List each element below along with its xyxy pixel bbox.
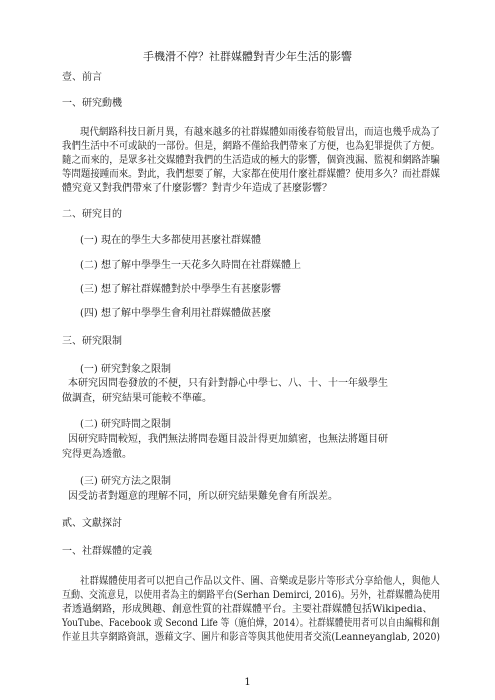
- paragraph-line: 我們生活中不可或缺的一部份。但是，網路不僅給我們帶來了方便，也為犯罪提供了方便。: [62, 141, 440, 152]
- section-heading-introduction: 壹、前言: [62, 72, 102, 83]
- paragraph-line: 體究竟又對我們帶來了什麼影響？對青少年造成了甚麼影響？: [62, 183, 332, 194]
- paragraph-line: 者透過網路，形成興趣、創意性質的社群媒體平台。主要社群媒體包括Wikipedia、: [62, 604, 433, 615]
- limit-heading-subjects: (一) 研究對象之限制: [80, 364, 171, 375]
- paragraph-line: 因受訪者對題意的理解不同，所以研究結果難免會有所誤差。: [68, 491, 338, 502]
- list-item: (二) 想了解中學學生一天花多久時間在社群媒體上: [80, 260, 301, 271]
- limit-heading-time: (二) 研究時間之限制: [80, 419, 171, 430]
- page-title: 手機滑不停？社群媒體對青少年生活的影響: [143, 50, 352, 63]
- paragraph-line: 社群媒體使用者可以把自己作品以文件、圖、音樂或是影片等形式分享給他人，與他人: [80, 576, 440, 587]
- paragraph-line: 因研究時間較短，我們無法將問卷題目設計得更加縝密，也無法將題目研: [68, 434, 388, 445]
- subsection-heading-definition: 一、社群媒體的定義: [62, 546, 152, 557]
- paragraph-line: 互動、交流意見，以使用者為主的網路平台(Serhan Demirci, 2016)。另外，社群媒體為使用: [62, 590, 441, 601]
- page-number: 1: [244, 677, 251, 688]
- paragraph-line: 等問題接踵而來。對此，我們想要了解，大家都在使用什麼社群媒體？使用多久？而社群媒: [62, 169, 440, 180]
- subsection-heading-purpose: 二、研究目的: [62, 209, 122, 220]
- paragraph-line: 現代網路科技日新月異，有越來越多的社群媒體如雨後春筍般冒出，而這也幾乎成為了: [80, 127, 440, 138]
- paragraph-line: 究得更為透徹。: [62, 449, 132, 460]
- limit-heading-method: (三) 研究方法之限制: [80, 476, 171, 487]
- list-item: (三) 想了解社群媒體對於中學學生有甚麼影響: [80, 284, 281, 295]
- list-item: (一) 現在的學生大多都使用甚麼社群媒體: [80, 235, 261, 246]
- paragraph-line: 做調查，研究結果可能較不準確。: [62, 393, 212, 404]
- paragraph-line: 本研究因問卷發放的不便，只有針對靜心中學七、八、十、十一年級學生: [68, 378, 388, 389]
- paragraph-line: YouTube、Facebook 或 Second Life 等（施伯燁，2014）。社群媒體使用者可以自由編輯和創: [62, 618, 440, 629]
- subsection-heading-limits: 三、研究限制: [62, 336, 122, 347]
- paragraph-line: 作並且共享網路資訊，憑藉文字、圖片和影音等與其他使用者交流(Leanneyanglab, 2020): [62, 632, 441, 643]
- subsection-heading-motivation: 一、研究動機: [62, 98, 122, 109]
- list-item: (四) 想了解中學學生會利用社群媒體做甚麼: [80, 308, 271, 319]
- section-heading-literature-review: 貳、文獻探討: [62, 518, 122, 529]
- paragraph-line: 隨之而來的，是眾多社交媒體對我們的生活造成的極大的影響，個資洩漏、監視和網路詐騙: [62, 155, 440, 166]
